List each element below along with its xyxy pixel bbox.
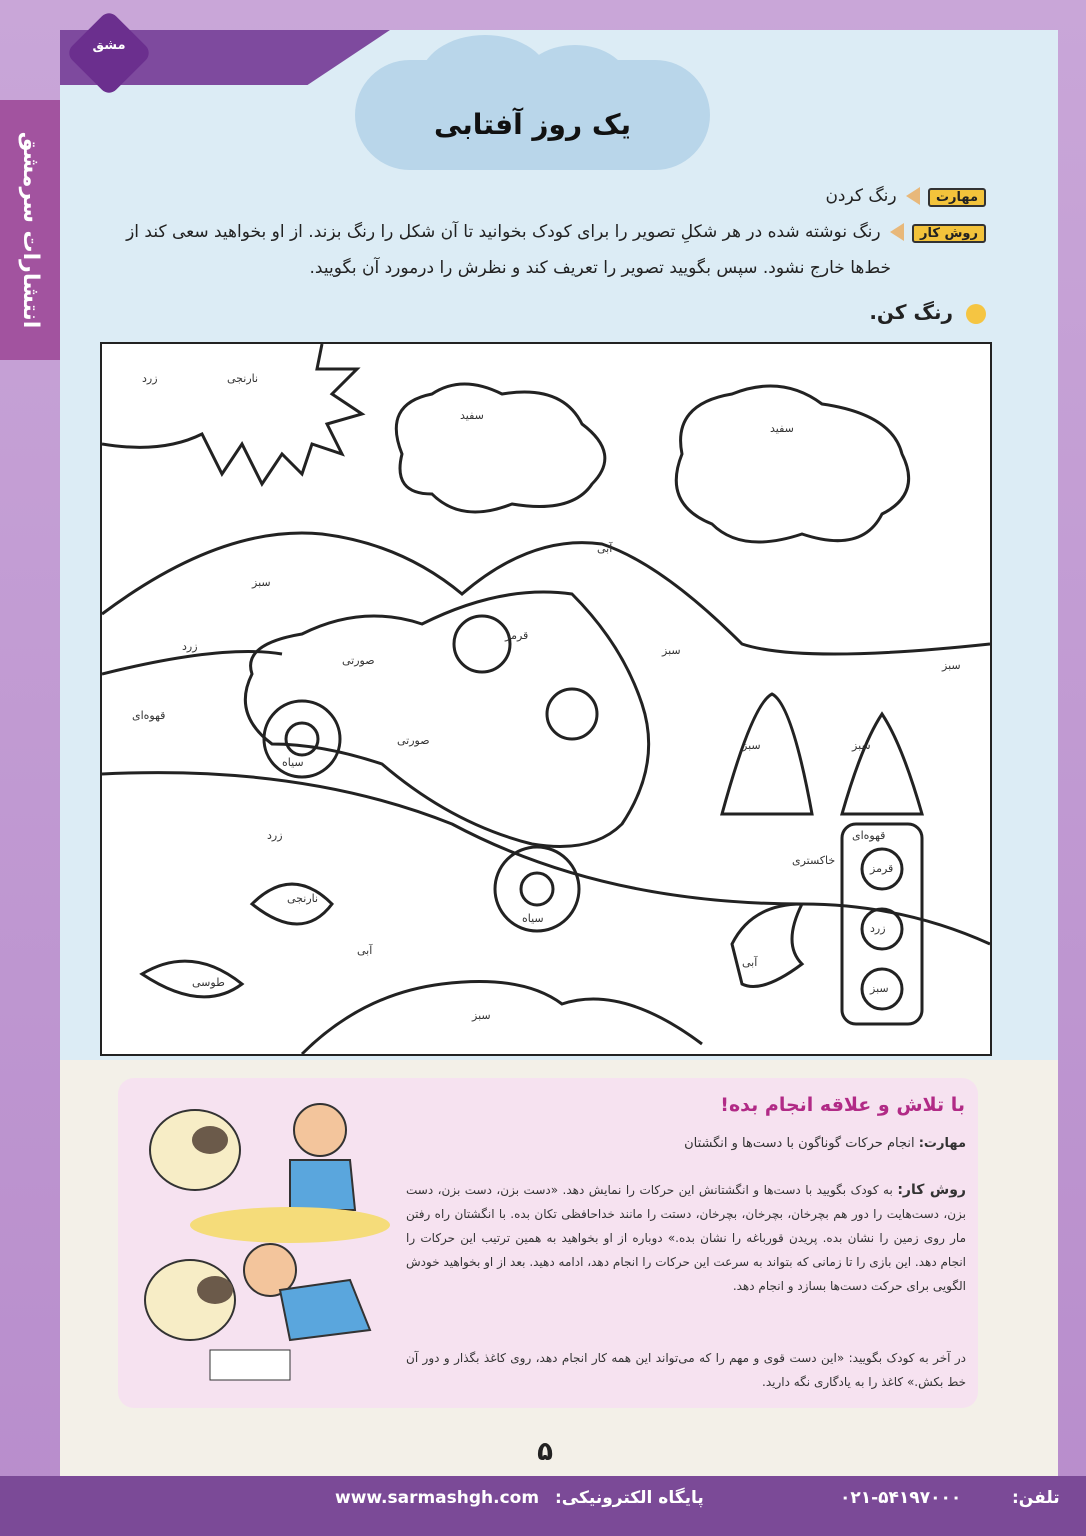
color-label: صورتی xyxy=(397,734,430,747)
bush xyxy=(302,982,702,1055)
activity-title: با تلاش و علاقه انجام بده! xyxy=(720,1094,965,1116)
pencil-icon xyxy=(906,187,920,205)
road xyxy=(102,652,990,945)
color-label: قرمز xyxy=(870,862,894,875)
color-label: سبز xyxy=(662,644,681,657)
color-label: آبی xyxy=(357,944,373,957)
color-label: سبز xyxy=(252,576,271,589)
footer-phone: ۰۲۱-۵۴۱۹۷۰۰۰ xyxy=(840,1488,962,1508)
color-label: سبز xyxy=(870,982,889,995)
color-label: خاکستری xyxy=(792,854,836,867)
activity-skill-text: انجام حرکات گوناگون با دست‌ها و انگشتان xyxy=(684,1136,915,1151)
activity-method-text: به کودک بگویید با دست‌ها و انگشتانش این حرکات را نمایش دهد. «دست بزن، دست بزن، دست بزن، دست‌هایت را دور هم بچرخان، بچرخان، بچرخان، دستت را مانند خداحافظی تکان بده. با انگشتان راه رفتن مار روی زمین را نشان بده. پریدن قورباغه را نشان بده.» دوباره از او بخواهید به همین ترتیب این حرکات را انجام دهد. این بازی را تا زمانی که بتواند به سرعت این حرکات را انجام دهد، ادامه دهید. بعد از او بخواهید خودش الگویی برای حرکت دست‌ها بسازد و انجام دهد. xyxy=(406,1183,966,1293)
color-label: سبز xyxy=(852,739,871,752)
coloring-line-art xyxy=(102,344,990,1054)
color-label: نارنجی xyxy=(287,892,319,905)
method-line-1: رنگ نوشته شده در هر شکلِ تصویر را برای کودک بخوانید تا آن شکل را رنگ بزند. از او بخواهید سعی کند از xyxy=(126,222,881,242)
cloud-left xyxy=(396,384,605,512)
instruction-text: رنگ کن. xyxy=(869,300,954,324)
color-label: سفید xyxy=(460,409,484,422)
car-body xyxy=(245,592,648,847)
lightbulb-icon xyxy=(966,304,986,324)
color-label: سبز xyxy=(472,1009,491,1022)
color-label: سبز xyxy=(942,659,961,672)
activity-skill-label: مهارت: xyxy=(918,1136,966,1151)
color-label: سفید xyxy=(770,422,794,435)
color-label: آبی xyxy=(742,956,758,969)
activity-method-label: روش کار: xyxy=(897,1182,966,1198)
color-label: سیاه xyxy=(282,756,304,769)
coloring-picture xyxy=(100,342,992,1056)
side-tab-label: انتشارات سرمشق xyxy=(18,131,43,329)
activity-skill-row xyxy=(406,1132,966,1156)
color-label: قهوه‌ای xyxy=(132,709,166,722)
color-label: قهوه‌ای xyxy=(852,829,886,842)
color-label: نارنجی xyxy=(227,372,259,385)
footer-phone-label: تلفن: xyxy=(1012,1488,1060,1508)
color-label: آبی xyxy=(597,542,613,555)
color-label: زرد xyxy=(142,372,158,385)
tree-right xyxy=(842,714,922,814)
color-label: قرمز xyxy=(505,629,529,642)
method-line-2: خط‌ها خارج نشود. سپس بگویید تصویر را تعریف کند و نظرش را درمورد آن بگویید. xyxy=(309,258,891,278)
instruction-row xyxy=(869,300,986,324)
skill-row xyxy=(825,186,986,207)
pencil-icon xyxy=(890,223,904,241)
method-row xyxy=(96,222,986,243)
skill-text: رنگ کردن xyxy=(825,186,897,206)
color-label: طوسی xyxy=(192,976,225,989)
activity-method xyxy=(406,1178,966,1298)
brand-badge-text: مشق xyxy=(92,38,126,53)
method-tag: روش کار xyxy=(912,224,986,243)
color-label: صورتی xyxy=(342,654,375,667)
color-label: سیاه xyxy=(522,912,544,925)
color-label: زرد xyxy=(182,640,198,653)
child-head xyxy=(547,689,597,739)
page-title: یک روز آفتابی xyxy=(433,108,632,141)
skill-tag: مهارت xyxy=(928,188,986,207)
driver-head xyxy=(454,616,510,672)
color-label: زرد xyxy=(870,922,886,935)
color-label: زرد xyxy=(267,829,283,842)
footer-website[interactable]: www.sarmashgh.com xyxy=(335,1488,540,1508)
sun-outline xyxy=(102,344,362,484)
color-label: سبز xyxy=(742,739,761,752)
kids-illustration xyxy=(140,1090,390,1390)
cloud-right xyxy=(676,386,908,542)
activity-closing-text: در آخر به کودک بگویید: «این دست قوی و مهم را که می‌تواند این همه کار انجام دهد، روی کاغذ بگذار و دور آن خط بکش.» کاغذ را به یادگاری نگه دارید. xyxy=(406,1351,966,1389)
tree-left xyxy=(722,694,812,814)
page-number: ۵ xyxy=(537,1437,553,1467)
footer-website-label: پایگاه الکترونیکی: xyxy=(555,1488,704,1508)
bird xyxy=(732,904,802,987)
